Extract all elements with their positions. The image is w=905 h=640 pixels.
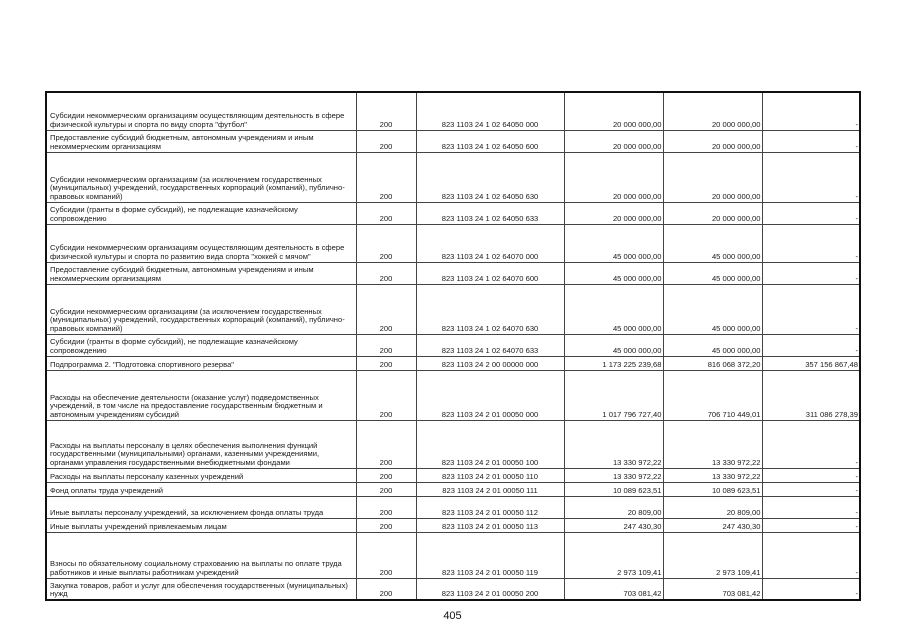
row-value-2-cell: 247 430,30: [663, 518, 762, 532]
table-row: [46, 262, 860, 284]
row-name-cell: Субсидии (гранты в форме субсидий), не подлежащие казначейскому сопровождению: [46, 202, 356, 224]
table-row: [46, 92, 860, 130]
row-csr-cell: 823 1103 24 1 02 64050 000: [416, 92, 564, 130]
row-value-1-cell: 20 000 000,00: [564, 130, 663, 152]
row-name-cell: Расходы на обеспечение деятельности (оказание услуг) подведомственных учреждений, в том числе на предоставление государственным бюджетным и автономным учреждениям субсидий: [46, 370, 356, 420]
row-value-2-cell: 706 710 449,01: [663, 370, 762, 420]
table-row: [46, 224, 860, 262]
row-name-cell: Субсидии некоммерческим организациям (за исключением государственных (муниципальных) учреждений, государственных корпораций (компаний), публично-правовых компаний): [46, 152, 356, 202]
row-code-cell: 200: [356, 532, 416, 578]
budget-table: [45, 91, 861, 601]
row-code-cell: 200: [356, 224, 416, 262]
page-number: 405: [443, 610, 462, 622]
row-csr-cell: 823 1103 24 1 02 64050 600: [416, 130, 564, 152]
row-value-3-cell: -: [762, 496, 860, 518]
row-value-3-cell: -: [762, 224, 860, 262]
table-row: [46, 496, 860, 518]
row-value-3-cell: 311 086 278,39: [762, 370, 860, 420]
row-value-3-cell: -: [762, 578, 860, 600]
table-row: [46, 370, 860, 420]
row-value-2-cell: 13 330 972,22: [663, 420, 762, 468]
row-value-1-cell: 45 000 000,00: [564, 262, 663, 284]
row-value-3-cell: -: [762, 420, 860, 468]
row-value-3-cell: -: [762, 152, 860, 202]
row-value-2-cell: 20 000 000,00: [663, 152, 762, 202]
row-value-2-cell: 45 000 000,00: [663, 224, 762, 262]
row-value-2-cell: 20 000 000,00: [663, 92, 762, 130]
row-name-cell: Субсидии (гранты в форме субсидий), не подлежащие казначейскому сопровождению: [46, 334, 356, 356]
row-value-1-cell: 20 000 000,00: [564, 202, 663, 224]
row-name-cell: Иные выплаты учреждений привлекаемым лицам: [46, 518, 356, 532]
row-csr-cell: 823 1103 24 1 02 64070 600: [416, 262, 564, 284]
row-value-1-cell: 20 000 000,00: [564, 92, 663, 130]
row-csr-cell: 823 1103 24 2 01 00050 200: [416, 578, 564, 600]
row-value-3-cell: -: [762, 518, 860, 532]
row-value-2-cell: 703 081,42: [663, 578, 762, 600]
table-row: [46, 482, 860, 496]
row-value-2-cell: 45 000 000,00: [663, 334, 762, 356]
row-csr-cell: 823 1103 24 2 01 00050 111: [416, 482, 564, 496]
row-code-cell: 200: [356, 284, 416, 334]
row-name-cell: Иные выплаты персоналу учреждений, за исключением фонда оплаты труда: [46, 496, 356, 518]
row-value-2-cell: 13 330 972,22: [663, 468, 762, 482]
row-value-3-cell: -: [762, 202, 860, 224]
row-value-2-cell: 20 000 000,00: [663, 130, 762, 152]
row-value-1-cell: 45 000 000,00: [564, 334, 663, 356]
row-code-cell: 200: [356, 518, 416, 532]
row-value-1-cell: 247 430,30: [564, 518, 663, 532]
table-row: [46, 420, 860, 468]
row-value-1-cell: 2 973 109,41: [564, 532, 663, 578]
row-value-1-cell: 1 017 796 727,40: [564, 370, 663, 420]
row-code-cell: 200: [356, 152, 416, 202]
row-csr-cell: 823 1103 24 2 01 00050 119: [416, 532, 564, 578]
row-value-3-cell: -: [762, 482, 860, 496]
table-row: [46, 202, 860, 224]
table-row: [46, 578, 860, 600]
row-value-3-cell: -: [762, 92, 860, 130]
row-name-cell: Фонд оплаты труда учреждений: [46, 482, 356, 496]
row-name-cell: Взносы по обязательному социальному страхованию на выплаты по оплате труда работников и иные выплаты работникам учреждений: [46, 532, 356, 578]
row-value-2-cell: 20 809,00: [663, 496, 762, 518]
row-code-cell: 200: [356, 496, 416, 518]
row-value-1-cell: 703 081,42: [564, 578, 663, 600]
row-name-cell: Закупка товаров, работ и услуг для обеспечения государственных (муниципальных) нужд: [46, 578, 356, 600]
row-value-1-cell: 1 173 225 239,68: [564, 356, 663, 370]
table-row: [46, 152, 860, 202]
row-name-cell: Субсидии некоммерческим организациям осуществляющим деятельность в сфере физической культуры и спорта по виду спорта "футбол": [46, 92, 356, 130]
row-value-3-cell: -: [762, 532, 860, 578]
table-row: [46, 130, 860, 152]
row-name-cell: Расходы на выплаты персоналу казенных учреждений: [46, 468, 356, 482]
row-csr-cell: 823 1103 24 1 02 64050 630: [416, 152, 564, 202]
row-value-3-cell: -: [762, 262, 860, 284]
row-value-1-cell: 20 000 000,00: [564, 152, 663, 202]
row-name-cell: Расходы на выплаты персоналу в целях обеспечения выполнения функций государственными (муниципальными) органами, казенными учреждениями, органами управления государственными внебюджетными фондами: [46, 420, 356, 468]
row-code-cell: 200: [356, 130, 416, 152]
row-value-1-cell: 45 000 000,00: [564, 224, 663, 262]
row-code-cell: 200: [356, 482, 416, 496]
row-csr-cell: 823 1103 24 2 01 00050 113: [416, 518, 564, 532]
row-code-cell: 200: [356, 420, 416, 468]
table-row: [46, 532, 860, 578]
row-csr-cell: 823 1103 24 1 02 64070 633: [416, 334, 564, 356]
row-code-cell: 200: [356, 334, 416, 356]
row-value-2-cell: 20 000 000,00: [663, 202, 762, 224]
row-value-3-cell: -: [762, 130, 860, 152]
row-value-1-cell: 45 000 000,00: [564, 284, 663, 334]
table-row: [46, 356, 860, 370]
row-code-cell: 200: [356, 370, 416, 420]
table-row: [46, 334, 860, 356]
row-code-cell: 200: [356, 262, 416, 284]
row-name-cell: Субсидии некоммерческим организациям (за исключением государственных (муниципальных) учреждений, государственных корпораций (компаний), публично-правовых компаний): [46, 284, 356, 334]
table-row: [46, 518, 860, 532]
row-csr-cell: 823 1103 24 2 01 00050 112: [416, 496, 564, 518]
row-name-cell: Подпрограмма 2. "Подготовка спортивного резерва": [46, 356, 356, 370]
row-value-1-cell: 10 089 623,51: [564, 482, 663, 496]
row-code-cell: 200: [356, 356, 416, 370]
row-csr-cell: 823 1103 24 2 01 00050 110: [416, 468, 564, 482]
row-value-3-cell: -: [762, 468, 860, 482]
row-value-2-cell: 45 000 000,00: [663, 262, 762, 284]
row-code-cell: 200: [356, 202, 416, 224]
row-value-2-cell: 10 089 623,51: [663, 482, 762, 496]
row-value-2-cell: 2 973 109,41: [663, 532, 762, 578]
row-value-1-cell: 13 330 972,22: [564, 468, 663, 482]
row-csr-cell: 823 1103 24 1 02 64050 633: [416, 202, 564, 224]
table-row: [46, 284, 860, 334]
row-code-cell: 200: [356, 468, 416, 482]
row-code-cell: 200: [356, 92, 416, 130]
row-value-3-cell: -: [762, 284, 860, 334]
row-value-2-cell: 45 000 000,00: [663, 284, 762, 334]
row-name-cell: Субсидии некоммерческим организациям осуществляющим деятельность в сфере физической культуры и спорта по развитию вида спорта "хоккей с мячом": [46, 224, 356, 262]
row-csr-cell: 823 1103 24 2 01 00050 100: [416, 420, 564, 468]
row-csr-cell: 823 1103 24 1 02 64070 630: [416, 284, 564, 334]
row-csr-cell: 823 1103 24 2 01 00050 000: [416, 370, 564, 420]
row-value-3-cell: 357 156 867,48: [762, 356, 860, 370]
row-csr-cell: 823 1103 24 2 00 00000 000: [416, 356, 564, 370]
row-code-cell: 200: [356, 578, 416, 600]
row-name-cell: Предоставление субсидий бюджетным, автономным учреждениям и иным некоммерческим организациям: [46, 130, 356, 152]
row-value-1-cell: 13 330 972,22: [564, 420, 663, 468]
row-value-3-cell: -: [762, 334, 860, 356]
row-name-cell: Предоставление субсидий бюджетным, автономным учреждениям и иным некоммерческим организациям: [46, 262, 356, 284]
table-row: [46, 468, 860, 482]
row-value-2-cell: 816 068 372,20: [663, 356, 762, 370]
row-csr-cell: 823 1103 24 1 02 64070 000: [416, 224, 564, 262]
row-value-1-cell: 20 809,00: [564, 496, 663, 518]
